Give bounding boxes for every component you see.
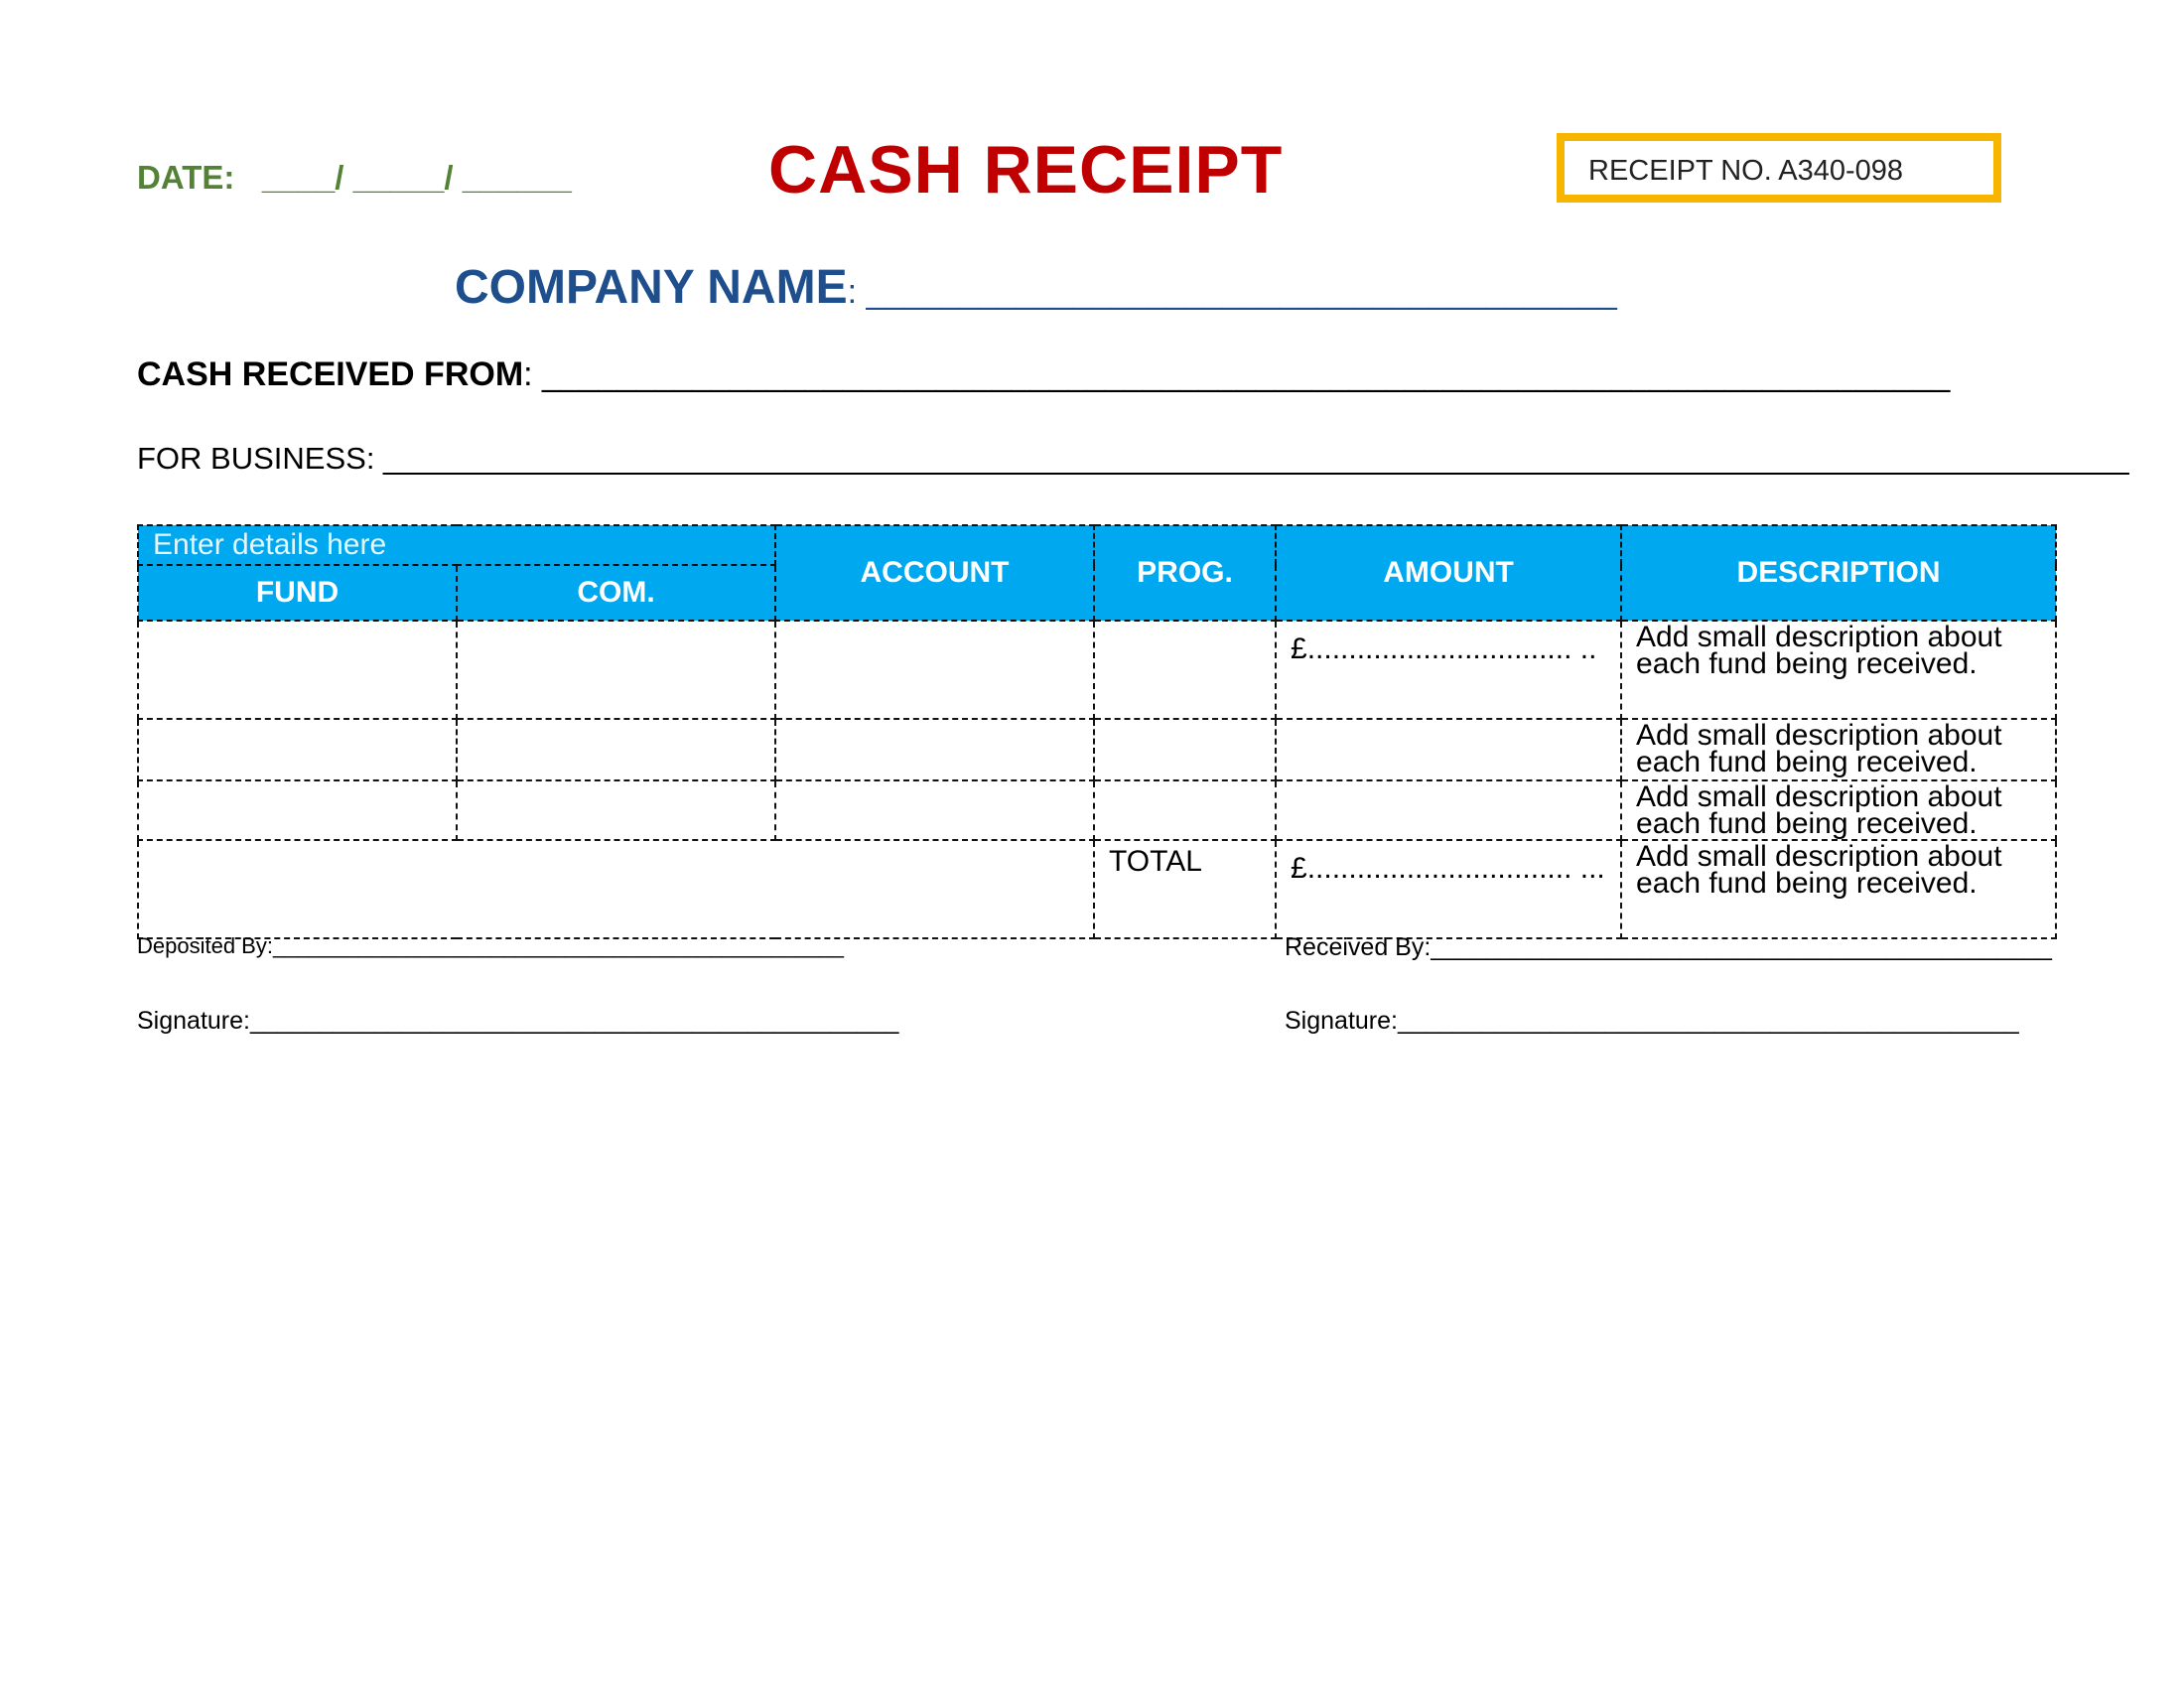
header-description: DESCRIPTION: [1621, 525, 2056, 621]
cell-amount[interactable]: [1276, 780, 1621, 840]
deposited-by-field[interactable]: Deposited By:_______________________________________________: [137, 933, 845, 958]
cell-com[interactable]: [457, 780, 775, 840]
total-row: [138, 840, 2056, 938]
company-name-label: COMPANY NAME: [455, 261, 848, 314]
cell-fund[interactable]: [138, 621, 457, 719]
cell-com[interactable]: [457, 621, 775, 719]
cell-prog[interactable]: [1094, 621, 1276, 719]
cell-amount[interactable]: [1276, 719, 1621, 780]
header-account: ACCOUNT: [775, 525, 1094, 621]
cell-description[interactable]: Add small description about each fund being received.: [1621, 780, 2056, 840]
total-amount[interactable]: [1276, 840, 1621, 938]
total-amount-value: £................................ ...: [1291, 852, 1605, 885]
cell-prog[interactable]: [1094, 780, 1276, 840]
date-label: DATE:: [137, 159, 235, 196]
total-label: TOTAL: [1094, 840, 1276, 938]
header-fund: FUND: [138, 565, 457, 621]
receipt-number-box[interactable]: [1557, 133, 2001, 203]
company-name-line[interactable]: : ________________________________________: [847, 273, 1617, 311]
total-description[interactable]: Add small description about each fund being received.: [1621, 840, 2056, 938]
page-title: CASH RECEIPT: [768, 132, 1284, 208]
cell-amount[interactable]: [1276, 621, 1621, 719]
for-business-line[interactable]: : ______________________________________________________________________________________________________: [365, 441, 2129, 476]
date-field[interactable]: [137, 159, 572, 197]
cell-com[interactable]: [457, 719, 775, 780]
cell-fund[interactable]: [138, 780, 457, 840]
cell-fund[interactable]: [138, 719, 457, 780]
receipt-table: [137, 524, 2057, 939]
header-amount: AMOUNT: [1276, 525, 1621, 621]
signature-left-field[interactable]: Signature:_______________________________________________: [137, 1007, 899, 1035]
company-name-field[interactable]: [455, 260, 1617, 315]
table-row: [138, 621, 2056, 719]
table-row: [138, 780, 2056, 840]
cell-description[interactable]: Add small description about each fund being received.: [1621, 719, 2056, 780]
table-row: [138, 719, 2056, 780]
cell-account[interactable]: [775, 719, 1094, 780]
cash-received-from-field[interactable]: [137, 355, 1950, 394]
received-by-field[interactable]: Received By:_____________________________________________: [1285, 933, 2052, 961]
total-blank-cell: [138, 840, 1094, 938]
receipt-number: RECEIPT NO. A340-098: [1588, 155, 1904, 187]
for-business-label: FOR BUSINESS: [137, 441, 366, 476]
cell-description[interactable]: Add small description about each fund being received.: [1621, 621, 2056, 719]
cash-received-from-label: CASH RECEIVED FROM: [137, 355, 524, 393]
cash-received-from-line[interactable]: : ___________________________________________________________________________: [523, 355, 1951, 393]
enter-details-placeholder[interactable]: Enter details here: [138, 525, 775, 565]
amount-value: £................................ ..: [1291, 633, 1597, 665]
header-com: COM.: [457, 565, 775, 621]
date-blank[interactable]: ____/ _____/ ______: [261, 159, 572, 196]
signature-right-field[interactable]: Signature:_____________________________________________: [1285, 1007, 2019, 1035]
header-prog: PROG.: [1094, 525, 1276, 621]
cell-account[interactable]: [775, 780, 1094, 840]
cell-account[interactable]: [775, 621, 1094, 719]
cell-prog[interactable]: [1094, 719, 1276, 780]
for-business-field[interactable]: [137, 441, 2129, 477]
